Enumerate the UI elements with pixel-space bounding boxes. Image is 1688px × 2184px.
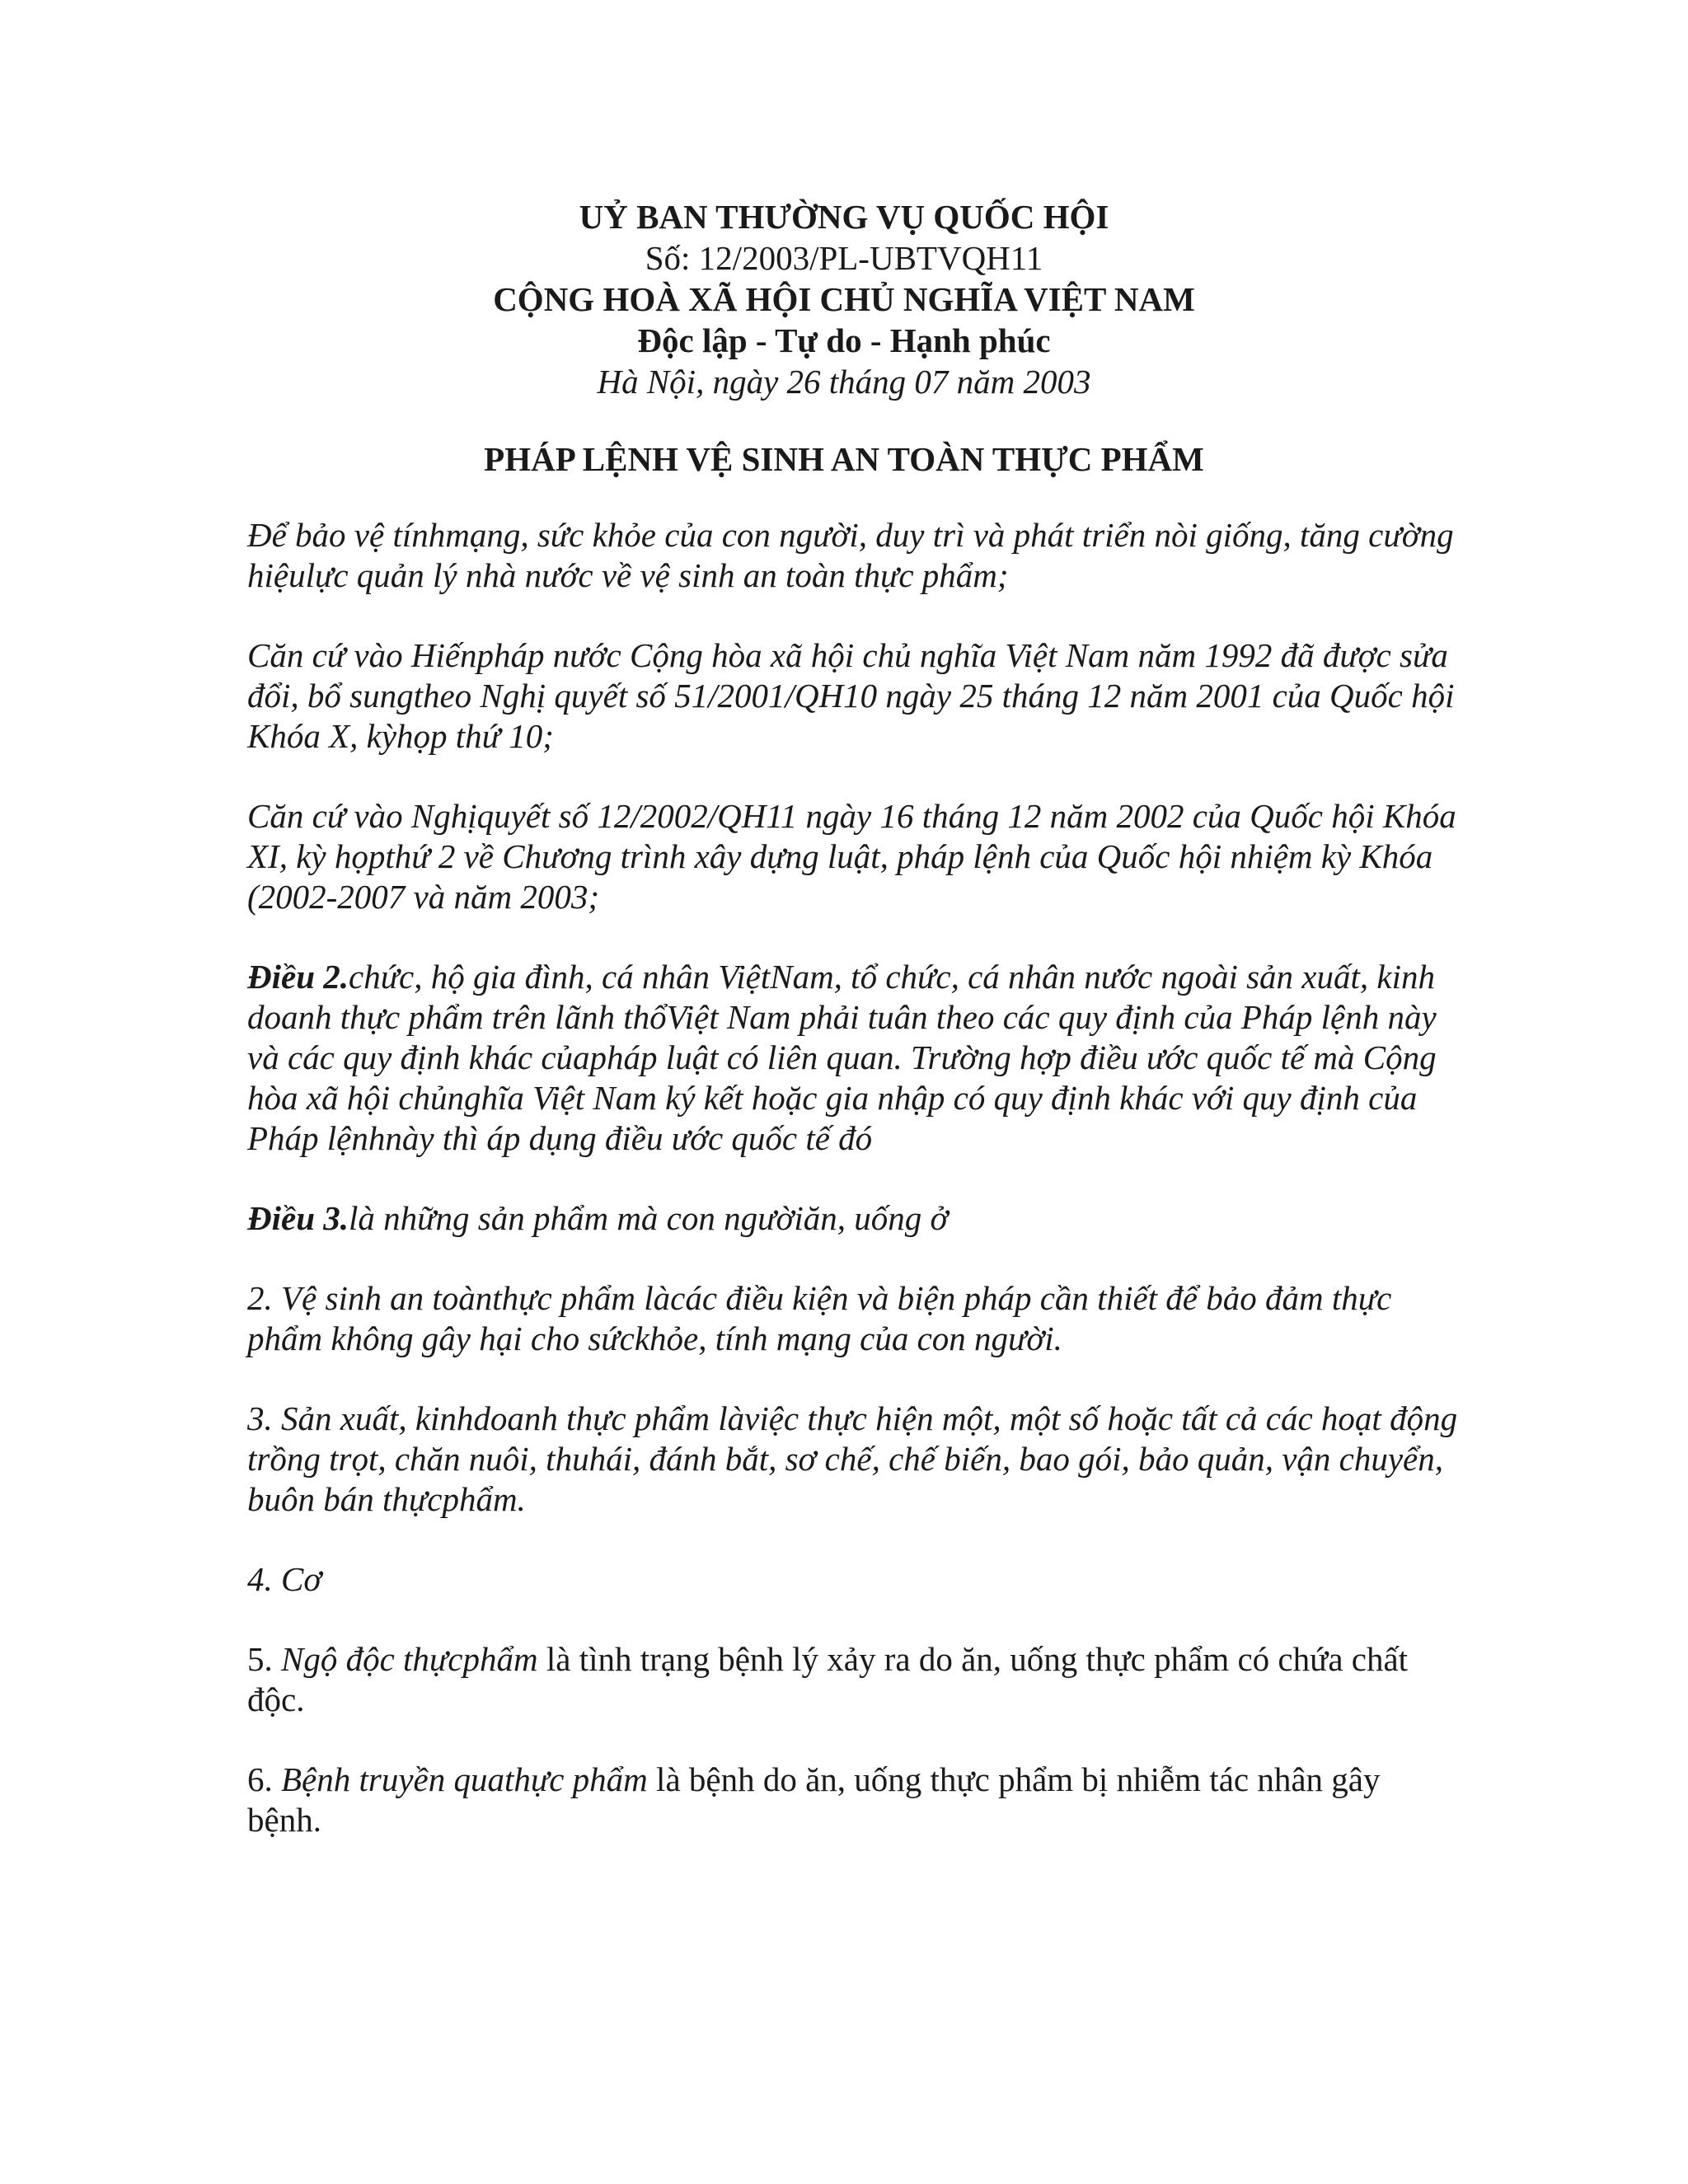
- preamble-paragraph: Căn cứ vào Hiếnpháp nước Cộng hòa xã hội chủ nghĩa Việt Nam năm 1992 đã được sửa đổi, bổ sungtheo Nghị quyết số 51/2001/QH10 ngày 25 tháng 12 năm 2001 của Quốc hội Khóa X, kỳhọp thứ 10;: [247, 636, 1455, 755]
- preamble-paragraph: Để bảo vệ tínhmạng, sức khỏe của con người, duy trì và phát triển nòi giống, tăng cường hiệulực quản lý nhà nước về vệ sinh an toàn thực phẩm;: [247, 516, 1454, 594]
- article-2-text: chức, hộ gia đình, cá nhân ViệtNam, tổ chức, cá nhân nước ngoài sản xuất, kinh doanh thực phẩm trên lãnh thổViệt Nam phải tuân theo các quy định của Pháp lệnh này và các quy định khác củapháp luật có liên quan. Trường hợp điều ước quốc tế mà Cộng hòa xã hội chủnghĩa Việt Nam ký kết hoặc gia nhập có quy định khác với quy định của Pháp lệnhnày thì áp dụng điều ước quốc tế đó: [247, 958, 1437, 1157]
- country-name: CỘNG HOÀ XÃ HỘI CHỦ NGHĨA VIỆT NAM: [493, 280, 1195, 318]
- document-body: [247, 515, 1459, 1880]
- national-motto: Độc lập - Tự do - Hạnh phúc: [637, 321, 1051, 359]
- item-5-number: 5.: [247, 1640, 281, 1678]
- place-date: Hà Nội, ngày 26 tháng 07 năm 2003: [597, 363, 1091, 401]
- preamble-paragraph: Căn cứ vào Nghịquyết số 12/2002/QH11 ngày 16 tháng 12 năm 2002 của Quốc hội Khóa XI, kỳ họpthứ 2 về Chương trình xây dựng luật, pháp lệnh của Quốc hội nhiệm kỳ Khóa (2002-2007 và năm 2003;: [247, 797, 1456, 916]
- item-6-text: là bệnh do ăn, uống thực phẩm bị nhiễm tác nhân gây bệnh.: [247, 1760, 1381, 1839]
- item-6-term: Bệnh truyền quathực phẩm: [281, 1760, 648, 1798]
- article-item-4: 4. Cơ: [247, 1560, 322, 1598]
- article-item-5: [247, 1639, 1459, 1720]
- article-2-label: Điều 2.: [247, 958, 349, 996]
- article-3: [247, 1198, 1459, 1239]
- document-number: Số: 12/2003/PL-UBTVQH11: [645, 239, 1043, 277]
- item-5-text: là tình trạng bệnh lý xảy ra do ăn, uống thực phẩm có chứa chất độc.: [247, 1640, 1409, 1718]
- article-3-label: Điều 3.: [247, 1199, 349, 1237]
- item-5-term: Ngộ độc thựcphẩm: [281, 1640, 538, 1678]
- article-item-2: 2. Vệ sinh an toànthực phẩm làcác điều kiện và biện pháp cần thiết để bảo đảm thực phẩm không gây hại cho sứckhỏe, tính mạng của con người.: [247, 1279, 1392, 1357]
- issuer-name: UỶ BAN THƯỜNG VỤ QUỐC HỘI: [579, 198, 1109, 236]
- document-title: PHÁP LỆNH VỆ SINH AN TOÀN THỰC PHẨM: [484, 440, 1204, 478]
- document-header: [0, 196, 1688, 402]
- article-item-6: [247, 1760, 1459, 1840]
- article-3-text: là những sản phẩm mà con ngườiăn, uống ở: [349, 1199, 949, 1237]
- item-6-number: 6.: [247, 1760, 281, 1798]
- article-item-3: 3. Sản xuất, kinhdoanh thực phẩm làviệc thực hiện một, một số hoặc tất cả các hoạt động trồng trọt, chăn nuôi, thuhái, đánh bắt, sơ chế, chế biến, bao gói, bảo quản, vận chuyển, buôn bán thựcphẩm.: [247, 1399, 1458, 1518]
- article-2: [247, 957, 1459, 1159]
